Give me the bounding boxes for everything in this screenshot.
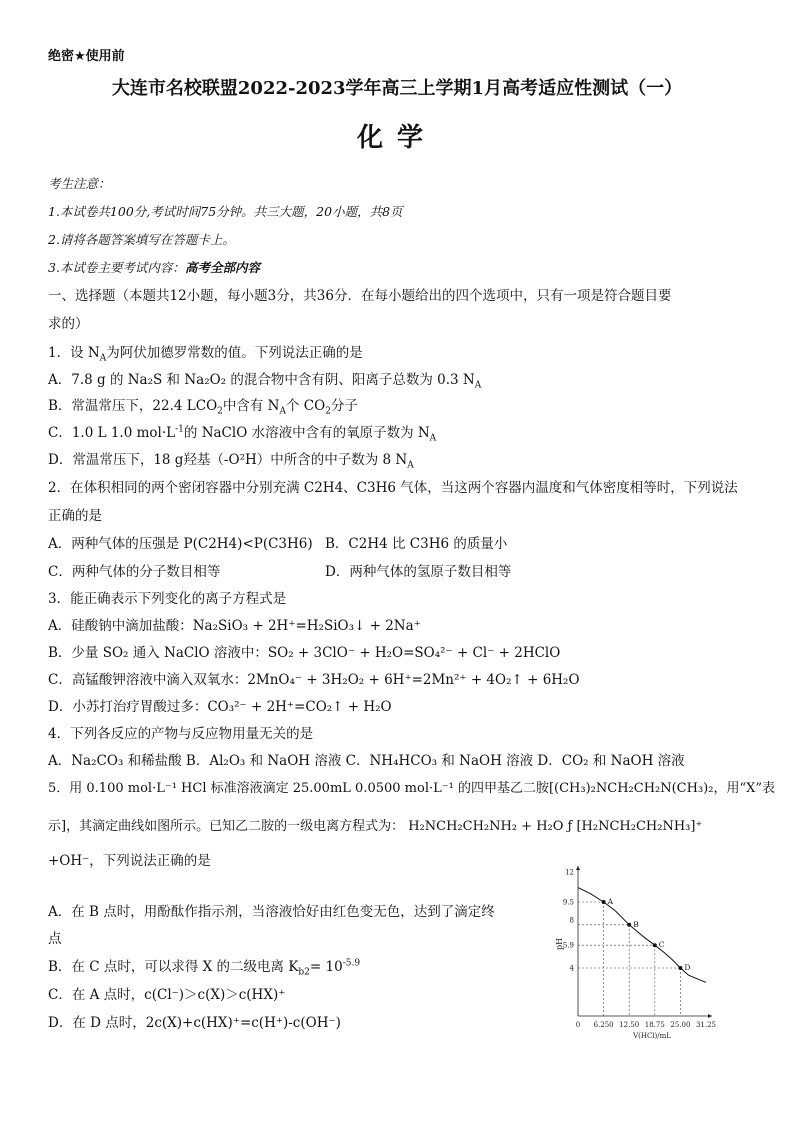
q1-option-d-sub: A	[407, 460, 414, 471]
notice-item-3	[48, 259, 260, 277]
q1-option-d	[48, 451, 414, 469]
q1-option-d-text: D．常温常压下，18 g羟基（-O²H）中所含的中子数为 8 N	[48, 452, 408, 468]
q2-stem-line-1: 2．在体积相同的两个密闭容器中分别充满 C2H4、C3H6 气体，当这两个容器内温度和气体密度相等时，下列说法	[48, 480, 738, 496]
q4-options: A．Na₂CO₃ 和稀盐酸 B．Al₂O₃ 和 NaOH 溶液 C．NH₄HCO₃ 和 NaOH 溶液 D．CO₂ 和 NaOH 溶液	[48, 753, 685, 769]
y-tick-label: 9.5	[562, 898, 574, 907]
point-d	[678, 966, 682, 970]
point-label-b: B	[633, 919, 639, 929]
point-label-d: D	[684, 963, 691, 972]
q3-option-a: A．硅酸钠中滴加盐酸：Na₂SiO₃ + 2H⁺=H₂SiO₃↓ + 2Na⁺	[48, 618, 421, 634]
notice-heading: 考生注意：	[48, 176, 111, 191]
q5-stem-line-3: +OH⁻，下列说法正确的是	[48, 853, 211, 869]
y-tick-label: 5.9	[562, 941, 574, 950]
q5-option-b-tail: = 10	[309, 959, 343, 975]
titration-chart	[556, 862, 716, 1042]
q5-stem-line-1: 5．用 0.100 mol·L⁻¹ HCl 标准溶液滴定 25.00mL 0.0500 mol·L⁻¹ 的四甲基乙二胺[(CH₃)₂NCH₂CH₂N(CH₃)₂，用“X”表	[48, 781, 776, 796]
point-b	[627, 923, 631, 927]
q2-option-a: A．两种气体的压强是 P(C2H4)<P(C3H6)	[48, 536, 313, 552]
point-label-c: C	[658, 940, 665, 950]
q3-option-b: B．少量 SO₂ 通入 NaClO 溶液中：SO₂ + 3ClO⁻ + H₂O=SO₄²⁻ + Cl⁻ + 2HClO	[48, 645, 561, 661]
x-tick-label: 12.50	[619, 1021, 640, 1029]
y-tick-label: 4	[569, 964, 574, 973]
x-tick-label: 6.250	[593, 1021, 614, 1029]
x-axis-label: V(HCl)/mL	[633, 1032, 671, 1040]
q5-stem-line-2: 示]，其滴定曲线如图所示。已知乙二胺的一级电离方程式为： H₂NCH₂CH₂NH₂ + H₂O ƒ [H₂NCH₂CH₂NH₃]⁺	[48, 819, 703, 834]
q1-option-a-sub: A	[474, 380, 482, 391]
q1-stem-sub: A	[99, 353, 107, 364]
q1-option-c-text-1: C．1.0 L 1.0 mol·L	[48, 425, 176, 441]
x-axis-arrow	[708, 1014, 712, 1018]
q4-stem: 4．下列各反应的产物与反应物用量无关的是	[48, 726, 314, 742]
notice-item-2: 2.请将各题答案填写在答题卡上。	[48, 232, 235, 247]
subject-title: 化学	[356, 123, 437, 153]
q1-stem-b: 为阿伏加德罗常数的值。下列说法正确的是	[106, 345, 363, 361]
q2-stem-line-2: 正确的是	[48, 508, 102, 524]
q2-option-b: B．C2H4 比 C3H6 的质量小	[325, 536, 508, 552]
x-tick-label: 25.00	[670, 1021, 691, 1029]
q5-option-a-line-1: A．在 B 点时，用酚酞作指示剂，当溶液恰好由红色变无色，达到了滴定终	[48, 904, 495, 920]
q1-stem	[48, 344, 363, 362]
q1-option-a-text: A．7.8 g 的 Na₂S 和 Na₂O₂ 的混合物中含有阴、阳离子总数为 0.3 N	[48, 372, 475, 388]
notice-item-3-text: 3.本试卷主要考试内容：	[48, 260, 185, 275]
q3-stem: 3．能正确表示下列变化的离子方程式是	[48, 591, 287, 607]
q1-option-b-text-3: 个 CO	[285, 398, 326, 414]
notice-item-3-bold: 高考全部内容	[184, 260, 260, 275]
q5-option-a-line-2: 点	[48, 931, 62, 947]
q1-option-b	[48, 397, 358, 415]
q1-option-b-text-4: 分子	[330, 398, 358, 414]
notice-item-1: 1.本试卷共100分,考试时间75分钟。共三大题，20小题，共8页	[48, 204, 403, 219]
y-axis-arrow	[576, 866, 580, 870]
q1-option-b-sub-2: A	[279, 406, 286, 417]
q5-option-b	[48, 958, 360, 976]
section-heading-line-2: 求的）	[48, 316, 89, 332]
x-tick-label: 0	[575, 1021, 581, 1029]
q1-option-b-sub-3: 2	[325, 406, 331, 417]
q1-option-b-sub-1: 2	[217, 406, 223, 417]
y-axis-label: pH	[555, 937, 564, 951]
q1-option-c	[48, 424, 436, 442]
point-c	[653, 943, 657, 947]
q1-option-a	[48, 371, 481, 389]
y-tick-label: 8	[569, 916, 574, 925]
point-a	[602, 900, 606, 904]
q5-option-d: D．在 D 点时，2c(X)+c(HX)⁺=c(H⁺)-c(OH⁻)	[48, 1015, 341, 1031]
q2-option-c: C．两种气体的分子数目相等	[48, 564, 221, 580]
q5-option-b-text: B．在 C 点时，可以求得 X 的二级电离 K	[48, 959, 299, 975]
q3-option-d: D．小苏打治疗胃酸过多：CO₃²⁻ + 2H⁺=CO₂↑ + H₂O	[48, 699, 392, 715]
q5-option-b-sub: b2	[298, 967, 310, 978]
point-label-a: A	[607, 897, 614, 906]
q3-option-c: C．高锰酸钾溶液中滴入双氧水：2MnO₄⁻ + 3H₂O₂ + 6H⁺=2Mn²⁺ + 4O₂↑ + 6H₂O	[48, 672, 580, 688]
x-tick-label: 31.25	[695, 1021, 717, 1029]
q1-option-c-sup: -1	[175, 424, 184, 435]
q5-option-c: C．在 A 点时，c(Cl⁻)＞c(X)＞c(HX)⁺	[48, 987, 286, 1003]
q1-stem-a: 1．设 N	[48, 345, 100, 361]
q2-option-d: D．两种气体的氢原子数目相等	[325, 564, 512, 580]
q5-option-b-sup: -5.9	[342, 958, 361, 969]
section-heading-line-1: 一、选择题（本题共12小题，每小题3分，共36分．在每小题给出的四个选项中，只有一项是符合题目要	[48, 288, 672, 304]
exam-title: 大连市名校联盟2022-2023学年高三上学期1月高考适应性测试（一）	[111, 78, 683, 99]
secret-label: 绝密★使用前	[48, 49, 125, 64]
y-tick-label: 12	[565, 868, 574, 877]
q1-option-c-sub: A	[429, 433, 437, 444]
q1-option-c-text-2: 的 NaClO 水溶液中含有的氧原子数为 N	[183, 425, 430, 441]
q1-option-b-text-1: B．常温常压下，22.4 LCO	[48, 398, 218, 414]
q1-option-b-text-2: 中含有 N	[222, 398, 280, 414]
x-tick-label: 18.75	[644, 1021, 665, 1029]
